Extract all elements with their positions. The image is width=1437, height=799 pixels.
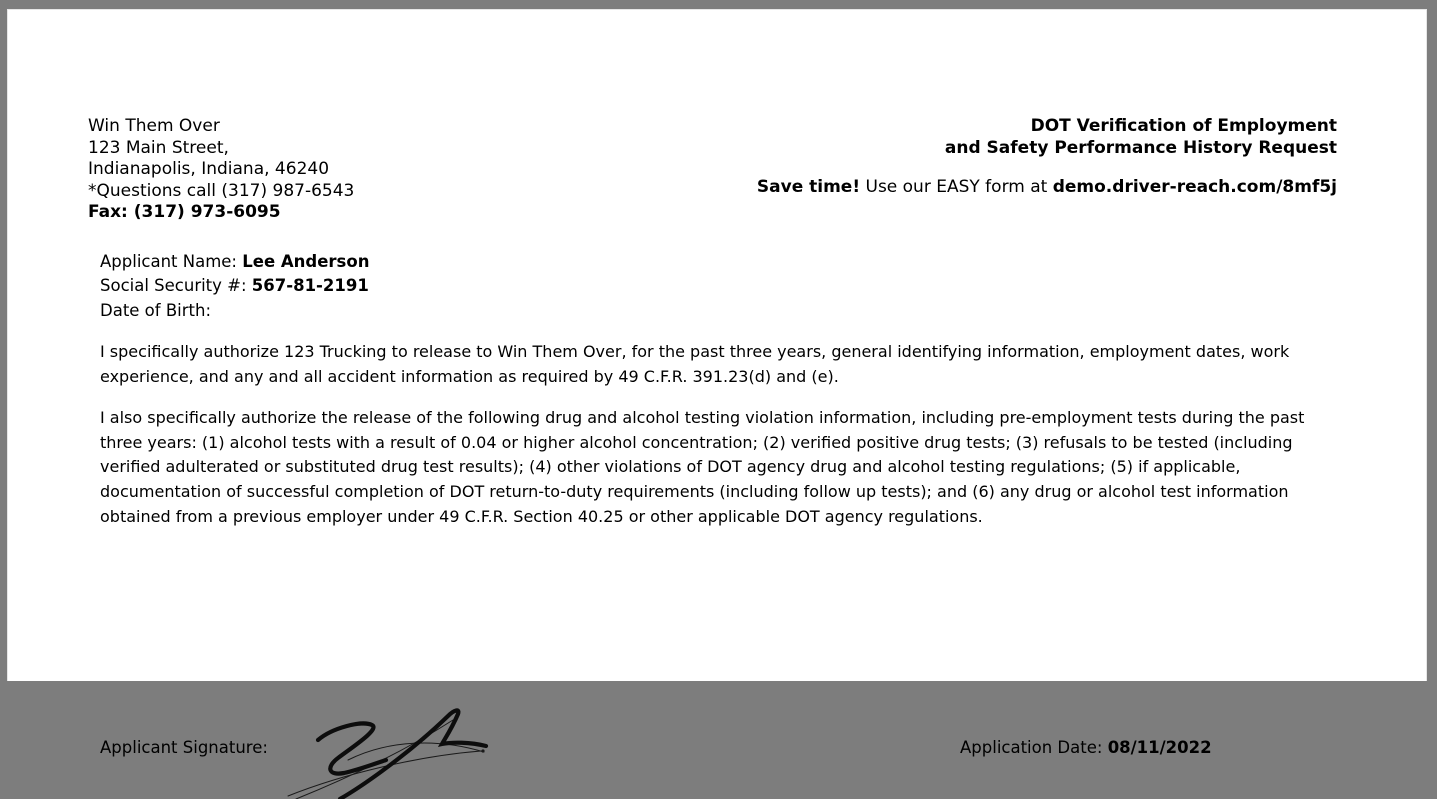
company-address-line1: 123 Main Street,	[88, 137, 229, 158]
applicant-info-block	[100, 250, 1426, 324]
save-time-text: Use our EASY form at	[860, 177, 1053, 197]
company-address-line2: Indianapolis, Indiana, 46240	[88, 159, 330, 179]
company-name: Win Them Over	[88, 116, 220, 136]
authorization-paragraph-1: I specifically authorize 123 Trucking to release to Win Them Over, for the past three years, general identifying information, employment dates, work experience, and any and all accident information as required by 49 C.F.R. 391.23(d) and (e).	[100, 342, 1290, 386]
company-questions-phone: *Questions call (317) 987-6543	[88, 180, 355, 201]
document-page	[7, 9, 1427, 757]
applicant-dob-row	[100, 299, 1426, 324]
applicant-signature-label: Applicant Signature:	[100, 738, 268, 757]
document-title-line1: DOT Verification of Employment	[1030, 116, 1337, 136]
applicant-ssn-value: 567-81-2191	[251, 276, 369, 295]
easy-form-url: demo.driver-reach.com/8mf5j	[1052, 177, 1337, 197]
applicant-dob-label: Date of Birth:	[100, 300, 212, 320]
company-address-block	[88, 116, 354, 224]
document-title-line2: and Safety Performance History Request	[944, 137, 1337, 158]
applicant-ssn-label: Social Security #:	[100, 276, 252, 295]
save-time-emphasis: Save time!	[756, 177, 861, 197]
company-fax: Fax: (317) 973-6095	[88, 202, 281, 222]
application-date-label: Application Date:	[960, 738, 1108, 757]
applicant-name-row	[100, 250, 1426, 275]
dot-verification-form	[8, 116, 1426, 787]
application-date-value: 08/11/2022	[1107, 738, 1212, 757]
applicant-name-label: Applicant Name:	[100, 251, 243, 271]
save-time-line	[757, 177, 1337, 199]
header-row	[88, 116, 1337, 224]
applicant-signature-image	[288, 704, 498, 799]
application-date-row	[960, 738, 1212, 757]
document-title-block	[757, 116, 1337, 199]
authorization-paragraph-2: I also specifically authorize the release of the following drug and alcohol testing violation information, including pre-employment tests during the past three years: (1) alcohol tests with a result of 0.04 or higher alcohol concentration; (2) verified positive drug tests; (3) refusals to be tested (including verified adulterated or substituted drug test results); (4) other violations of DOT agency drug and alcohol testing regulations; (5) if applicable, documentation of successful completion of DOT return-to-duty requirements (including follow up tests); and (6) any drug or alcohol test information obtained from a previous employer under 49 C.F.R. Section 40.25 or other applicable DOT agency regulations.	[100, 408, 1305, 526]
applicant-name-value: Lee Anderson	[242, 251, 370, 271]
applicant-ssn-row	[100, 274, 1426, 299]
